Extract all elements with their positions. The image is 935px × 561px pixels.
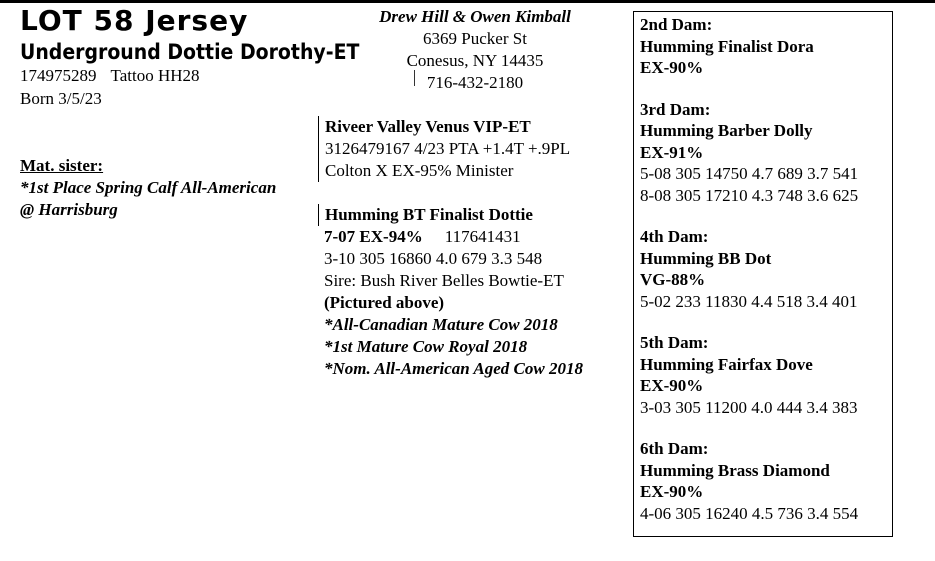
pedigree-generation [640, 332, 886, 418]
owner-street: 6369 Pucker St [423, 29, 527, 48]
dam-details [324, 226, 583, 380]
registration-line [20, 66, 200, 86]
dam-record: 3-10 305 16860 4.0 679 3.3 548 [324, 249, 543, 268]
dam-name: Humming BT Finalist Dottie [325, 205, 533, 224]
mat-sister-honor-location: @ Harrisburg [20, 200, 118, 219]
dam-block [318, 204, 533, 226]
sire-pedigree: Colton X EX-95% Minister [325, 161, 514, 180]
dam-classification-line [324, 226, 583, 248]
dam-sire: Sire: Bush River Belles Bowtie-ET [324, 271, 564, 290]
dam-honor: *All-Canadian Mature Cow 2018 [324, 315, 558, 334]
generation-dam-name: Humming BB Dot [640, 248, 772, 268]
pedigree-generation [640, 226, 886, 312]
generation-record: 3-03 305 11200 4.0 444 3.4 383 [640, 397, 858, 417]
text-cursor-icon [414, 70, 415, 86]
sire-reg-pta: 3126479167 4/23 PTA +1.4T +.9PL [325, 139, 571, 158]
generation-record: 8-08 305 17210 4.3 748 3.6 625 [640, 185, 859, 205]
pedigree-generation [640, 14, 886, 79]
generation-label: 2nd Dam: [640, 15, 713, 34]
generation-label: 5th Dam: [640, 333, 709, 352]
mat-sister-heading: Mat. sister: [20, 156, 104, 175]
generation-dam-name: Humming Barber Dolly [640, 121, 813, 140]
animal-name: Underground Dottie Dorothy-ET [20, 40, 360, 64]
pedigree-generation [640, 99, 886, 207]
generation-score: VG-88% [640, 270, 706, 289]
generation-score: EX-91% [640, 142, 704, 162]
generation-dam-name: Humming Fairfax Dove [640, 354, 813, 374]
birth-date: Born 3/5/23 [20, 89, 102, 108]
dam-pictured-note: (Pictured above) [324, 293, 445, 312]
owner-city: Conesus, NY 14435 [406, 51, 544, 70]
generation-dam-name: Humming Finalist Dora [640, 36, 814, 56]
owner-names: Drew Hill & Owen Kimball [379, 7, 571, 26]
mat-sister-honor: *1st Place Spring Calf All-American [20, 178, 277, 197]
dam-honor: *1st Mature Cow Royal 2018 [324, 337, 528, 356]
sire-block [318, 116, 570, 182]
generation-dam-name: Humming Brass Diamond [640, 460, 830, 480]
generation-record: 4-06 305 16240 4.5 736 3.4 554 [640, 503, 859, 523]
generation-score: EX-90% [640, 376, 704, 395]
dam-classification: 7-07 EX-94% [324, 227, 423, 246]
registration-number: 174975289 [20, 66, 97, 85]
generation-score: EX-90% [640, 482, 704, 501]
generation-record: 5-02 233 11830 4.4 518 3.4 401 [640, 291, 858, 311]
tattoo: Tattoo HH28 [110, 66, 200, 85]
generation-label: 3rd Dam: [640, 99, 711, 119]
generation-score: EX-90% [640, 58, 704, 77]
owner-phone: 716-432-2180 [426, 73, 524, 92]
dam-reg-number: 117641431 [444, 227, 521, 246]
lot-title: LOT 58 Jersey [20, 4, 249, 37]
top-rule [0, 0, 935, 3]
dam-honor: *Nom. All-American Aged Cow 2018 [324, 359, 583, 378]
sire-name: Riveer Valley Venus VIP-ET [325, 117, 531, 136]
generation-label: 4th Dam: [640, 227, 709, 246]
generation-label: 6th Dam: [640, 439, 709, 458]
pedigree-box [633, 11, 893, 537]
owner-contact [350, 6, 600, 94]
pedigree-generation [640, 438, 886, 524]
generation-record: 5-08 305 14750 4.7 689 3.7 541 [640, 164, 859, 183]
